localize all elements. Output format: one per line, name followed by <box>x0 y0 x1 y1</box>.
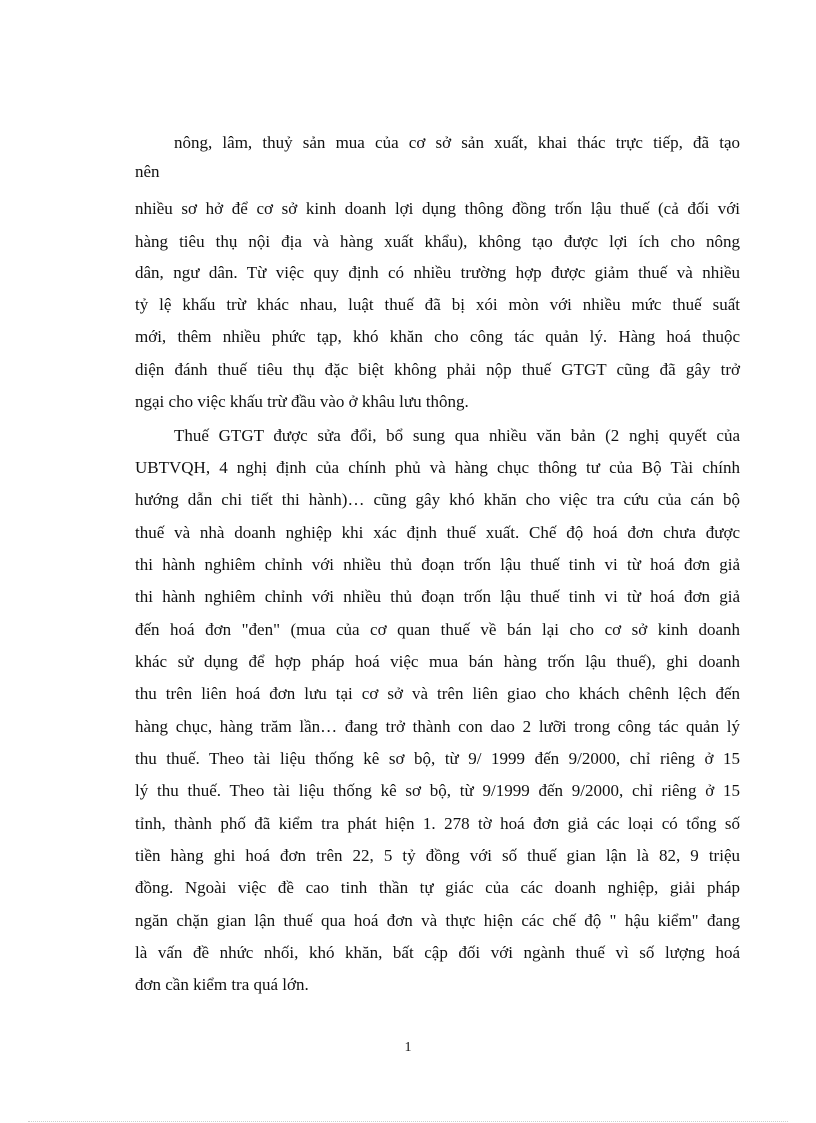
paragraph-line: diện đánh thuế tiêu thụ đặc biệt không phải nộp thuế GTGT cũng đã gây trở <box>135 360 740 379</box>
paragraph-line: tỉnh, thành phố đã kiểm tra phát hiện 1. 278 tờ hoá đơn giả các loại có tổng số <box>135 814 740 833</box>
page-bottom-divider <box>28 1121 788 1122</box>
paragraph-line: là vấn đề nhức nhối, khó khăn, bất cập đối với ngành thuế vì số lượng hoá <box>135 943 740 962</box>
paragraph-line: hàng tiêu thụ nội địa và hàng xuất khẩu), không tạo được lợi ích cho nông <box>135 232 740 251</box>
paragraph-line: đến hoá đơn "đen" (mua của cơ quan thuế về bán lại cho cơ sở kinh doanh <box>135 620 740 639</box>
paragraph-line: thu trên liên hoá đơn lưu tại cơ sở và trên liên giao cho khách chênh lệch đến <box>135 684 740 703</box>
paragraph-line: khác sử dụng để hợp pháp hoá việc mua bán hàng trốn lậu thuế), ghi doanh <box>135 652 740 671</box>
paragraph-line: thi hành nghiêm chỉnh với nhiều thủ đoạn trốn lậu thuế tinh vi từ hoá đơn giả <box>135 555 740 574</box>
paragraph-line: lý thu thuế. Theo tài liệu thống kê sơ bộ, từ 9/1999 đến 9/2000, chỉ riêng ở 15 <box>135 781 740 800</box>
paragraph-line: tiền hàng ghi hoá đơn trên 22, 5 tỷ đồng với số thuế gian lận là 82, 9 triệu <box>135 846 740 865</box>
paragraph-line: đơn cần kiểm tra quá lớn. <box>135 975 309 994</box>
paragraph-line: mới, thêm nhiều phức tạp, khó khăn cho công tác quản lý. Hàng hoá thuộc <box>135 327 740 346</box>
paragraph-line: thi hành nghiêm chỉnh với nhiều thủ đoạn trốn lậu thuế tinh vi từ hoá đơn giả <box>135 587 740 606</box>
paragraph-line: đồng. Ngoài việc đề cao tinh thần tự giác của các doanh nghiệp, giải pháp <box>135 878 740 897</box>
paragraph-line: thuế và nhà doanh nghiệp khi xác định thuế xuất. Chế độ hoá đơn chưa được <box>135 523 740 542</box>
paragraph-line: nên <box>135 162 160 181</box>
paragraph-line: thu thuế. Theo tài liệu thống kê sơ bộ, từ 9/ 1999 đến 9/2000, chỉ riêng ở 15 <box>135 749 740 768</box>
paragraph-line: hàng chục, hàng trăm lần… đang trở thành con dao 2 lưỡi trong công tác quản lý <box>135 717 740 736</box>
paragraph-line: nhiều sơ hở để cơ sở kinh doanh lợi dụng thông đồng trốn lậu thuế (cả đối với <box>135 199 740 218</box>
paragraph-line: UBTVQH, 4 nghị định của chính phủ và hàng chục thông tư của Bộ Tài chính <box>135 458 740 477</box>
paragraph-line: Thuế GTGT được sửa đổi, bổ sung qua nhiều văn bản (2 nghị quyết của <box>174 426 740 445</box>
page-number: 1 <box>404 1040 412 1055</box>
paragraph-line: ngại cho việc khấu trừ đầu vào ở khâu lưu thông. <box>135 392 469 411</box>
paragraph-line: tỷ lệ khấu trừ khác nhau, luật thuế đã bị xói mòn với nhiều mức thuế suất <box>135 295 740 314</box>
paragraph-line: dân, ngư dân. Từ việc quy định có nhiều trường hợp được giảm thuế và nhiều <box>135 263 740 282</box>
paragraph-line: hướng dẫn chi tiết thi hành)… cũng gây khó khăn cho việc tra cứu của cán bộ <box>135 490 740 509</box>
paragraph-line: nông, lâm, thuỷ sản mua của cơ sở sản xuất, khai thác trực tiếp, đã tạo <box>174 133 740 152</box>
paragraph-line: ngăn chặn gian lận thuế qua hoá đơn và thực hiện các chế độ " hậu kiểm" đang <box>135 911 740 930</box>
